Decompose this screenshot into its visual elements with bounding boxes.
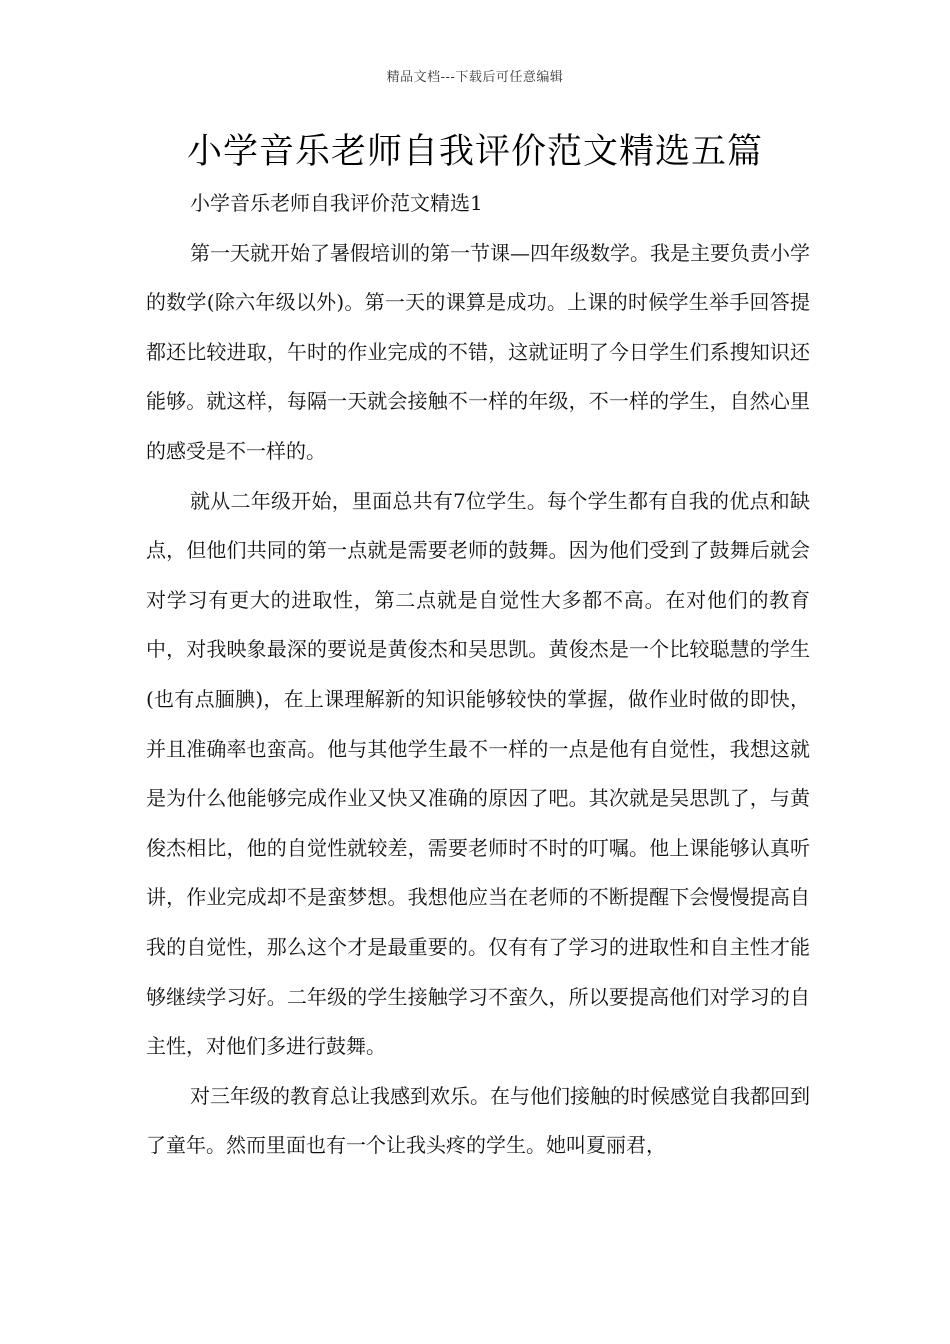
paragraph-3: 对三年级的教育总让我感到欢乐。在与他们接触的时候感觉自我都回到了童年。然而里面也有一个让我头疼的学生。她叫夏丽君， — [146, 1083, 810, 1158]
paragraph-1: 第一天就开始了暑假培训的第一节课—四年级数学。我是主要负责小学的数学(除六年级以外)。第一天的课算是成功。上课的时候学生举手回答提都还比较进取，午时的作业完成的不错，这就证明了今日学生们系搜知识还能够。就这样，每隔一天就会接触不一样的年级，不一样的学生，自然心里的感受是不一样的。 — [146, 240, 810, 463]
document-title: 小学音乐老师自我评价范文精选五篇 — [186, 132, 763, 172]
header-note: 精品文档---下载后可任意编辑 — [386, 70, 564, 85]
paragraph-2: 就从二年级开始，里面总共有7位学生。每个学生都有自我的优点和缺点，但他们共同的第一点就是需要老师的鼓舞。因为他们受到了鼓舞后就会对学习有更大的进取性，第二点就是自觉性大多都不高。在对他们的教育中，对我映象最深的要说是黄俊杰和吴思凯。黄俊杰是一个比较聪慧的学生(也有点腼腆)，在上课理解新的知识能够较快的掌握，做作业时做的即快，并且准确率也蛮高。他与其他学生最不一样的一点是他有自觉性，我想这就是为什么他能够完成作业又快又准确的原因了吧。其次就是吴思凯了，与黄俊杰相比，他的自觉性就较差，需要老师时不时的叮嘱。他上课能够认真听讲，作业完成却不是蛮梦想。我想他应当在老师的不断提醒下会慢慢提高自我的自觉性，那么这个才是最重要的。仅有有了学习的进取性和自主性才能够继续学习好。二年级的学生接触学习不蛮久，所以要提高他们对学习的自主性，对他们多进行鼓舞。 — [146, 488, 810, 1059]
section-heading: 小学音乐老师自我评价范文精选1 — [190, 191, 483, 215]
document-body — [146, 179, 810, 1171]
